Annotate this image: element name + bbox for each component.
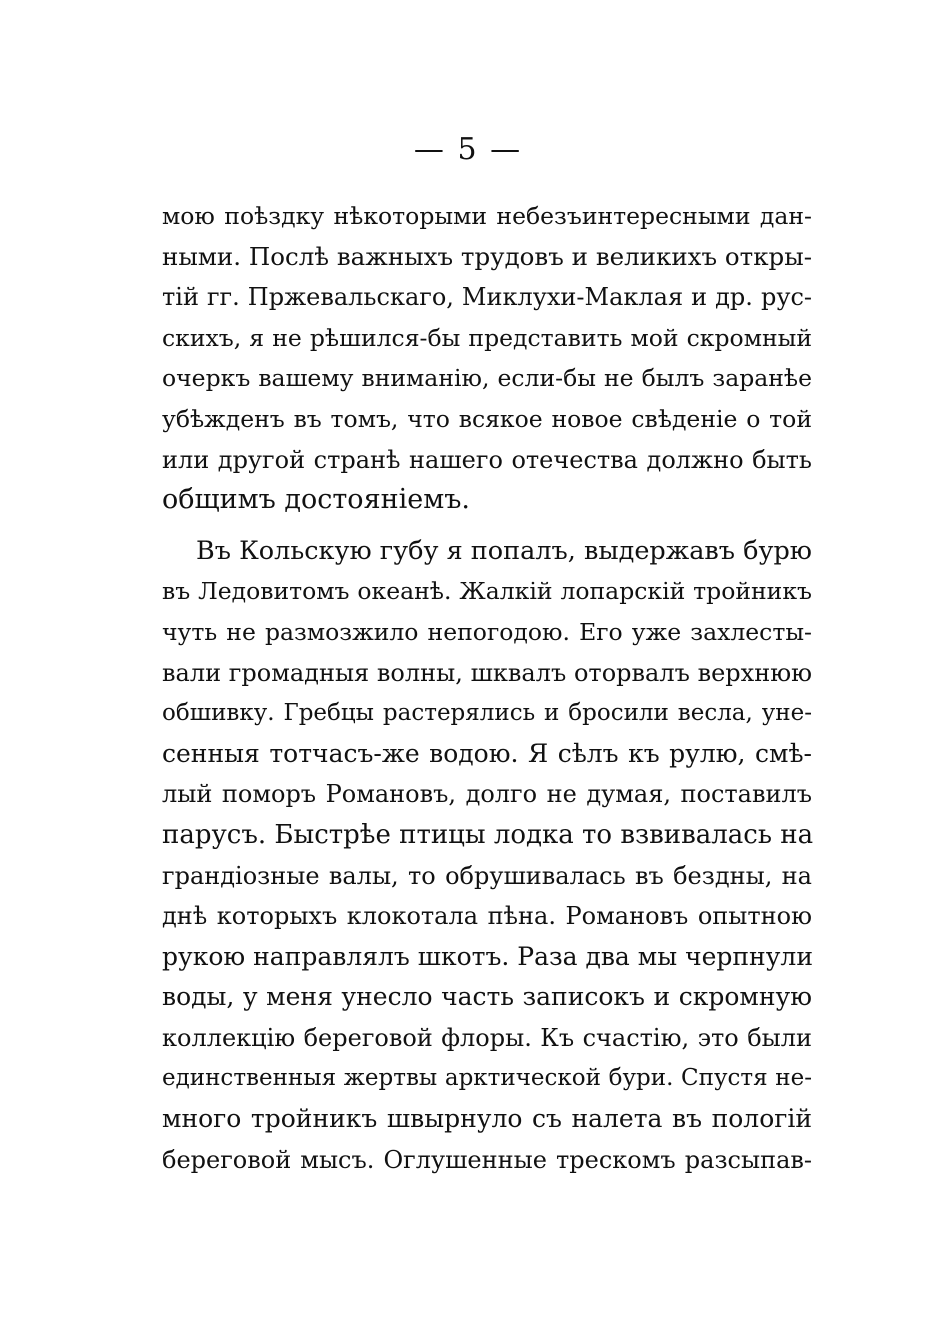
text-line: воды, у меня унесло часть записокъ и скромную <box>162 982 812 1012</box>
text-line: рукою направлялъ шкотъ. Раза два мы черпнули <box>162 941 813 971</box>
body-text <box>162 196 812 1180</box>
text-line: сенныя тотчасъ-же водою. Я сѣлъ къ рулю, смѣ- <box>162 738 812 768</box>
text-line: коллекцію береговой флоры. Къ счастію, это были <box>162 1023 812 1052</box>
paragraph-1 <box>162 196 812 521</box>
text-line: скихъ, я не рѣшился-бы представить мой скромный <box>162 323 812 352</box>
paragraph-2 <box>162 531 812 1181</box>
text-line: береговой мысъ. Оглушенные трескомъ разсыпав- <box>162 1145 812 1174</box>
text-line: лый поморъ Романовъ, долго не думая, поставилъ <box>162 780 812 809</box>
text-line: обшивку. Гребцы растерялись и бросили весла, уне- <box>162 700 812 727</box>
text-line: ными. Послѣ важныхъ трудовъ и великихъ откры- <box>162 241 812 271</box>
text-line: вали громадныя волны, шквалъ оторвалъ верхнюю <box>162 658 812 687</box>
text-line: единственныя жертвы арктической бури. Спустя не- <box>162 1065 812 1092</box>
text-line: въ Ледовитомъ океанѣ. Жалкій лопарскій тройникъ <box>162 577 812 606</box>
text-line: чуть не размозжило непогодою. Его уже захлесты- <box>162 617 812 646</box>
text-line: или другой странѣ нашего отечества должно быть <box>162 445 812 474</box>
text-line: Въ Кольскую губу я попалъ, выдержавъ бурю <box>196 535 812 566</box>
text-line: очеркъ вашему вниманію, если-бы не былъ заранѣе <box>162 364 812 393</box>
text-line: общимъ достояніемъ. <box>162 484 470 516</box>
paragraph-gap <box>162 521 812 531</box>
text-line: мою поѣздку нѣкоторыми небезъинтересными дан- <box>162 202 812 230</box>
text-line: парусъ. Быстрѣе птицы лодка то взвивалась на <box>162 819 814 850</box>
text-line: убѣжденъ въ томъ, что всякое новое свѣденіе о той <box>162 404 812 433</box>
page-number: — 5 — <box>413 132 523 167</box>
text-line: грандіозные валы, то обрушивалась въ бездны, на <box>162 861 812 890</box>
text-line: много тройникъ швырнуло съ налета въ пологій <box>162 1104 812 1134</box>
text-line: тій гг. Пржевальскаго, Миклухи-Маклая и др. рус- <box>162 283 812 312</box>
text-line: днѣ которыхъ клокотала пѣна. Романовъ опытною <box>162 902 812 931</box>
